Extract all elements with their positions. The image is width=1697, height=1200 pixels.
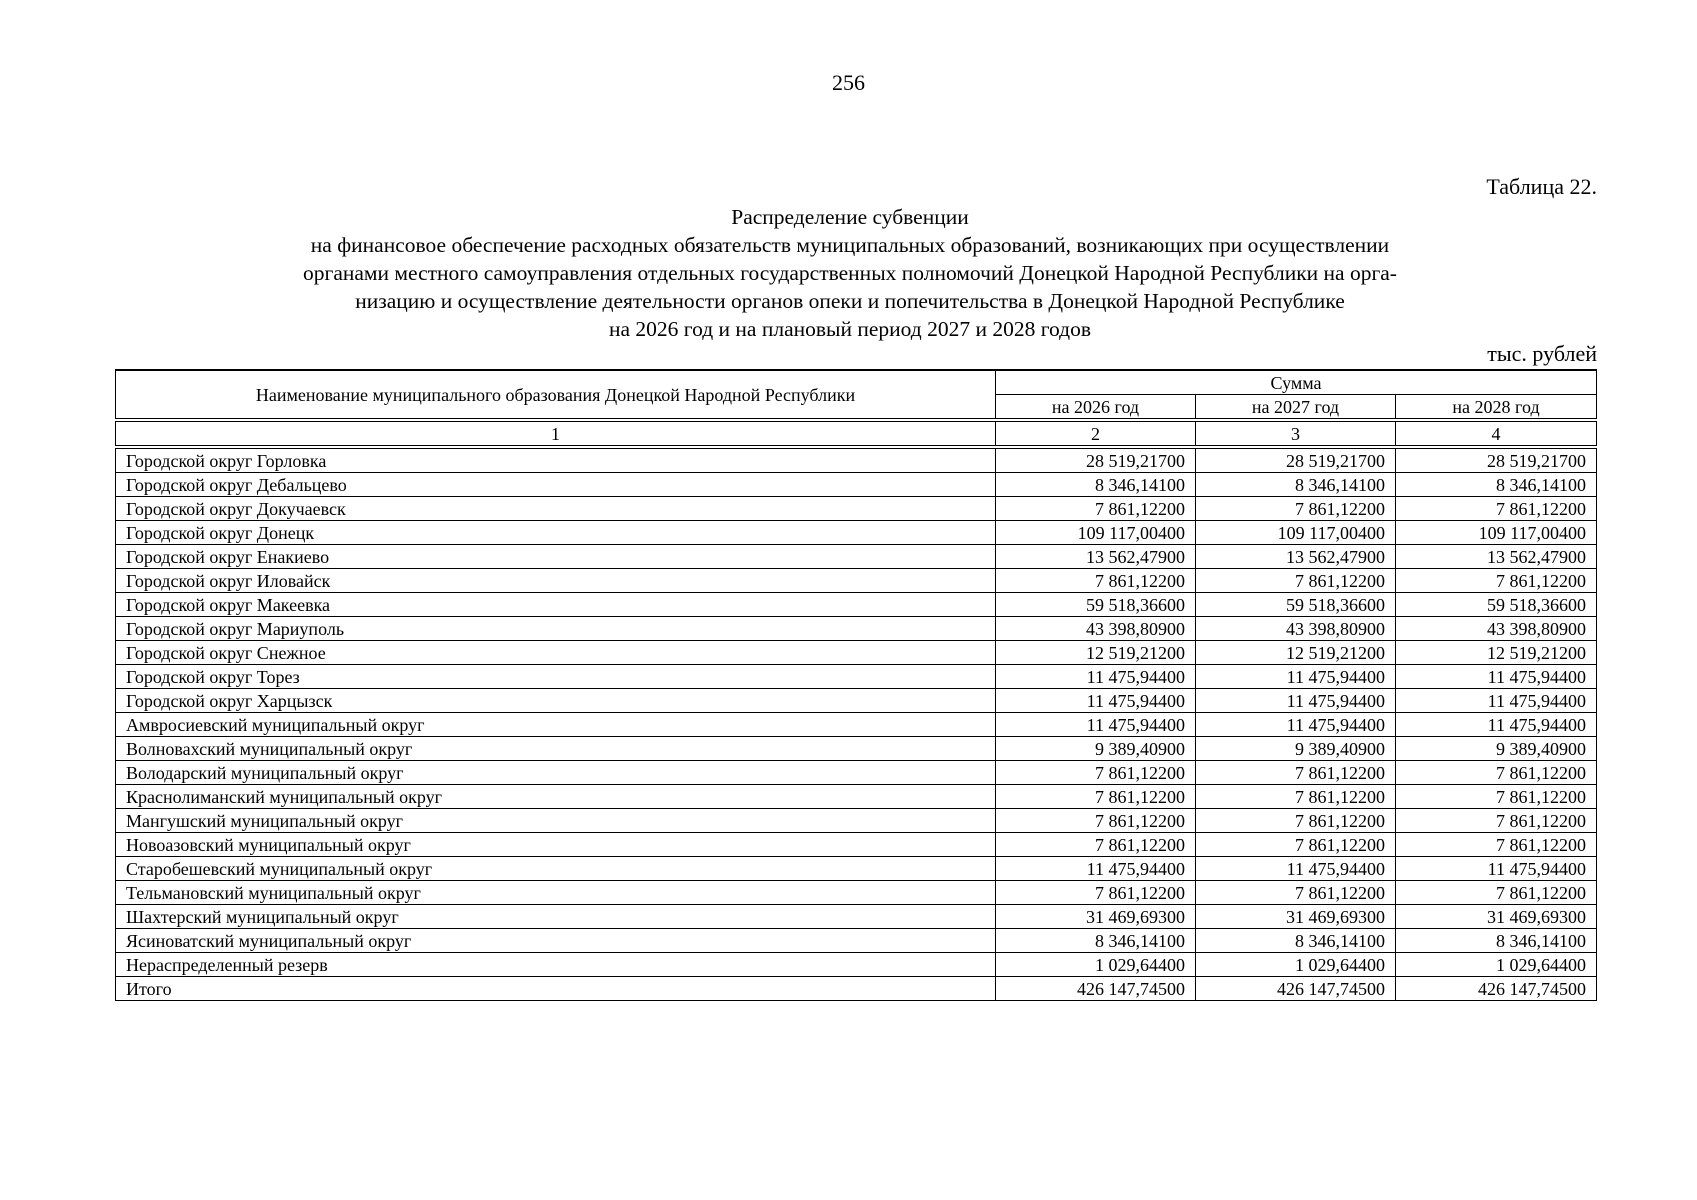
- column-number: 2: [996, 420, 1196, 447]
- column-numbers-row: [116, 420, 1597, 447]
- column-number: 3: [1196, 420, 1396, 447]
- municipality-name-cell: Мангушский муниципальный округ: [116, 809, 996, 833]
- table-row: [116, 569, 1597, 593]
- amount-2027-cell: 8 346,14100: [1196, 929, 1396, 953]
- table-row: [116, 665, 1597, 689]
- amount-2027-cell: 7 861,12200: [1196, 881, 1396, 905]
- municipality-name-cell: Волновахский муниципальный округ: [116, 737, 996, 761]
- amount-2028-cell: 426 147,74500: [1396, 977, 1597, 1001]
- table-row: [116, 857, 1597, 881]
- amount-2028-cell: 9 389,40900: [1396, 737, 1597, 761]
- municipality-name-cell: Городской округ Горловка: [116, 447, 996, 473]
- amount-2028-cell: 1 029,64400: [1396, 953, 1597, 977]
- amount-2026-cell: 9 389,40900: [996, 737, 1196, 761]
- header-sum: Сумма: [996, 370, 1597, 395]
- table-row: [116, 809, 1597, 833]
- title-line: Распределение субвенции: [731, 205, 969, 229]
- amount-2026-cell: 11 475,94400: [996, 857, 1196, 881]
- amount-2026-cell: 12 519,21200: [996, 641, 1196, 665]
- amount-2027-cell: 11 475,94400: [1196, 857, 1396, 881]
- amount-2027-cell: 59 518,36600: [1196, 593, 1396, 617]
- amount-2027-cell: 11 475,94400: [1196, 713, 1396, 737]
- amount-2028-cell: 43 398,80900: [1396, 617, 1597, 641]
- amount-2026-cell: 426 147,74500: [996, 977, 1196, 1001]
- amount-2028-cell: 7 861,12200: [1396, 497, 1597, 521]
- municipality-name-cell: Краснолиманский муниципальный округ: [116, 785, 996, 809]
- amount-2028-cell: 28 519,21700: [1396, 447, 1597, 473]
- amount-2026-cell: 7 861,12200: [996, 497, 1196, 521]
- municipality-name-cell: Городской округ Дебальцево: [116, 473, 996, 497]
- amount-2026-cell: 7 861,12200: [996, 833, 1196, 857]
- table-row: [116, 641, 1597, 665]
- amount-2028-cell: 11 475,94400: [1396, 689, 1597, 713]
- title-line: низацию и осуществление деятельности органов опеки и попечительства в Донецкой Народной Республике: [355, 289, 1345, 313]
- amount-2027-cell: 7 861,12200: [1196, 497, 1396, 521]
- table-row: [116, 593, 1597, 617]
- amount-2026-cell: 8 346,14100: [996, 929, 1196, 953]
- municipality-name-cell: Володарский муниципальный округ: [116, 761, 996, 785]
- municipality-name-cell: Городской округ Енакиево: [116, 545, 996, 569]
- table-row: [116, 737, 1597, 761]
- amount-2027-cell: 7 861,12200: [1196, 833, 1396, 857]
- amount-2028-cell: 12 519,21200: [1396, 641, 1597, 665]
- header-year-2028: на 2028 год: [1396, 395, 1597, 421]
- amount-2027-cell: 28 519,21700: [1196, 447, 1396, 473]
- amount-2026-cell: 1 029,64400: [996, 953, 1196, 977]
- amount-2026-cell: 8 346,14100: [996, 473, 1196, 497]
- table-row: [116, 761, 1597, 785]
- amount-2027-cell: 31 469,69300: [1196, 905, 1396, 929]
- table-row: [116, 929, 1597, 953]
- table-row: [116, 497, 1597, 521]
- title-line: на 2026 год и на плановый период 2027 и 2028 годов: [609, 317, 1091, 341]
- amount-2026-cell: 7 861,12200: [996, 761, 1196, 785]
- amount-2026-cell: 11 475,94400: [996, 713, 1196, 737]
- amount-2028-cell: 7 861,12200: [1396, 881, 1597, 905]
- amount-2027-cell: 7 861,12200: [1196, 785, 1396, 809]
- amount-2027-cell: 7 861,12200: [1196, 761, 1396, 785]
- title-line: на финансовое обеспечение расходных обязательств муниципальных образований, возникающих при осуществлении: [310, 233, 1390, 257]
- amount-2026-cell: 7 861,12200: [996, 785, 1196, 809]
- municipality-name-cell: Городской округ Мариуполь: [116, 617, 996, 641]
- table-row: [116, 473, 1597, 497]
- table-label: Таблица 22.: [1486, 174, 1597, 199]
- municipality-name-cell: Новоазовский муниципальный округ: [116, 833, 996, 857]
- amount-2027-cell: 7 861,12200: [1196, 569, 1396, 593]
- municipality-name-cell: Тельмановский муниципальный округ: [116, 881, 996, 905]
- table-row: [116, 545, 1597, 569]
- table-row: [116, 833, 1597, 857]
- amount-2027-cell: 1 029,64400: [1196, 953, 1396, 977]
- column-number: 4: [1396, 420, 1597, 447]
- municipality-name-cell: Городской округ Торез: [116, 665, 996, 689]
- amount-2027-cell: 7 861,12200: [1196, 809, 1396, 833]
- amount-2026-cell: 13 562,47900: [996, 545, 1196, 569]
- amount-2026-cell: 28 519,21700: [996, 447, 1196, 473]
- amount-2026-cell: 109 117,00400: [996, 521, 1196, 545]
- subvention-table: [115, 369, 1597, 1001]
- page-number: 256: [832, 70, 865, 95]
- amount-2028-cell: 8 346,14100: [1396, 473, 1597, 497]
- table-row: [116, 521, 1597, 545]
- amount-2026-cell: 7 861,12200: [996, 569, 1196, 593]
- header-row: [116, 370, 1597, 395]
- amount-2026-cell: 11 475,94400: [996, 665, 1196, 689]
- table-row: [116, 953, 1597, 977]
- table-row: [116, 617, 1597, 641]
- amount-2027-cell: 426 147,74500: [1196, 977, 1396, 1001]
- amount-2028-cell: 7 861,12200: [1396, 761, 1597, 785]
- amount-2027-cell: 9 389,40900: [1196, 737, 1396, 761]
- amount-2028-cell: 7 861,12200: [1396, 833, 1597, 857]
- amount-2027-cell: 8 346,14100: [1196, 473, 1396, 497]
- header-year-2026: на 2026 год: [996, 395, 1196, 421]
- document-title: [180, 203, 1520, 343]
- amount-2026-cell: 11 475,94400: [996, 689, 1196, 713]
- municipality-name-cell: Итого: [116, 977, 996, 1001]
- amount-2028-cell: 7 861,12200: [1396, 785, 1597, 809]
- header-year-2027: на 2027 год: [1196, 395, 1396, 421]
- municipality-name-cell: Городской округ Донецк: [116, 521, 996, 545]
- amount-2027-cell: 11 475,94400: [1196, 665, 1396, 689]
- amount-2028-cell: 7 861,12200: [1396, 569, 1597, 593]
- table-row: [116, 905, 1597, 929]
- table-row: [116, 977, 1597, 1001]
- municipality-name-cell: Городской округ Макеевка: [116, 593, 996, 617]
- municipality-name-cell: Городской округ Докучаевск: [116, 497, 996, 521]
- amount-2028-cell: 8 346,14100: [1396, 929, 1597, 953]
- table-body: [116, 447, 1597, 1001]
- municipality-name-cell: Амвросиевский муниципальный округ: [116, 713, 996, 737]
- amount-2028-cell: 31 469,69300: [1396, 905, 1597, 929]
- amount-2028-cell: 7 861,12200: [1396, 809, 1597, 833]
- municipality-name-cell: Городской округ Харцызск: [116, 689, 996, 713]
- amount-2027-cell: 43 398,80900: [1196, 617, 1396, 641]
- amount-2028-cell: 11 475,94400: [1396, 857, 1597, 881]
- column-number: 1: [116, 420, 996, 447]
- amount-2026-cell: 43 398,80900: [996, 617, 1196, 641]
- table-row: [116, 785, 1597, 809]
- amount-2027-cell: 11 475,94400: [1196, 689, 1396, 713]
- amount-2028-cell: 59 518,36600: [1396, 593, 1597, 617]
- amount-2026-cell: 7 861,12200: [996, 809, 1196, 833]
- amount-2026-cell: 7 861,12200: [996, 881, 1196, 905]
- municipality-name-cell: Ясиноватский муниципальный округ: [116, 929, 996, 953]
- title-line: органами местного самоуправления отдельных государственных полномочий Донецкой Народной Республики на орга-: [303, 261, 1397, 285]
- amount-2027-cell: 12 519,21200: [1196, 641, 1396, 665]
- amount-2028-cell: 109 117,00400: [1396, 521, 1597, 545]
- municipality-name-cell: Старобешевский муниципальный округ: [116, 857, 996, 881]
- table-row: [116, 689, 1597, 713]
- municipality-name-cell: Городской округ Снежное: [116, 641, 996, 665]
- municipality-name-cell: Нераспределенный резерв: [116, 953, 996, 977]
- municipality-name-cell: Городской округ Иловайск: [116, 569, 996, 593]
- municipality-name-cell: Шахтерский муниципальный округ: [116, 905, 996, 929]
- table-row: [116, 881, 1597, 905]
- amount-2026-cell: 59 518,36600: [996, 593, 1196, 617]
- amount-2027-cell: 109 117,00400: [1196, 521, 1396, 545]
- amount-2028-cell: 11 475,94400: [1396, 665, 1597, 689]
- table-row: [116, 447, 1597, 473]
- header-name: Наименование муниципального образования Донецкой Народной Республики: [116, 370, 996, 420]
- amount-2027-cell: 13 562,47900: [1196, 545, 1396, 569]
- units-label: тыс. рублей: [1487, 341, 1597, 366]
- amount-2028-cell: 13 562,47900: [1396, 545, 1597, 569]
- table-row: [116, 713, 1597, 737]
- amount-2028-cell: 11 475,94400: [1396, 713, 1597, 737]
- amount-2026-cell: 31 469,69300: [996, 905, 1196, 929]
